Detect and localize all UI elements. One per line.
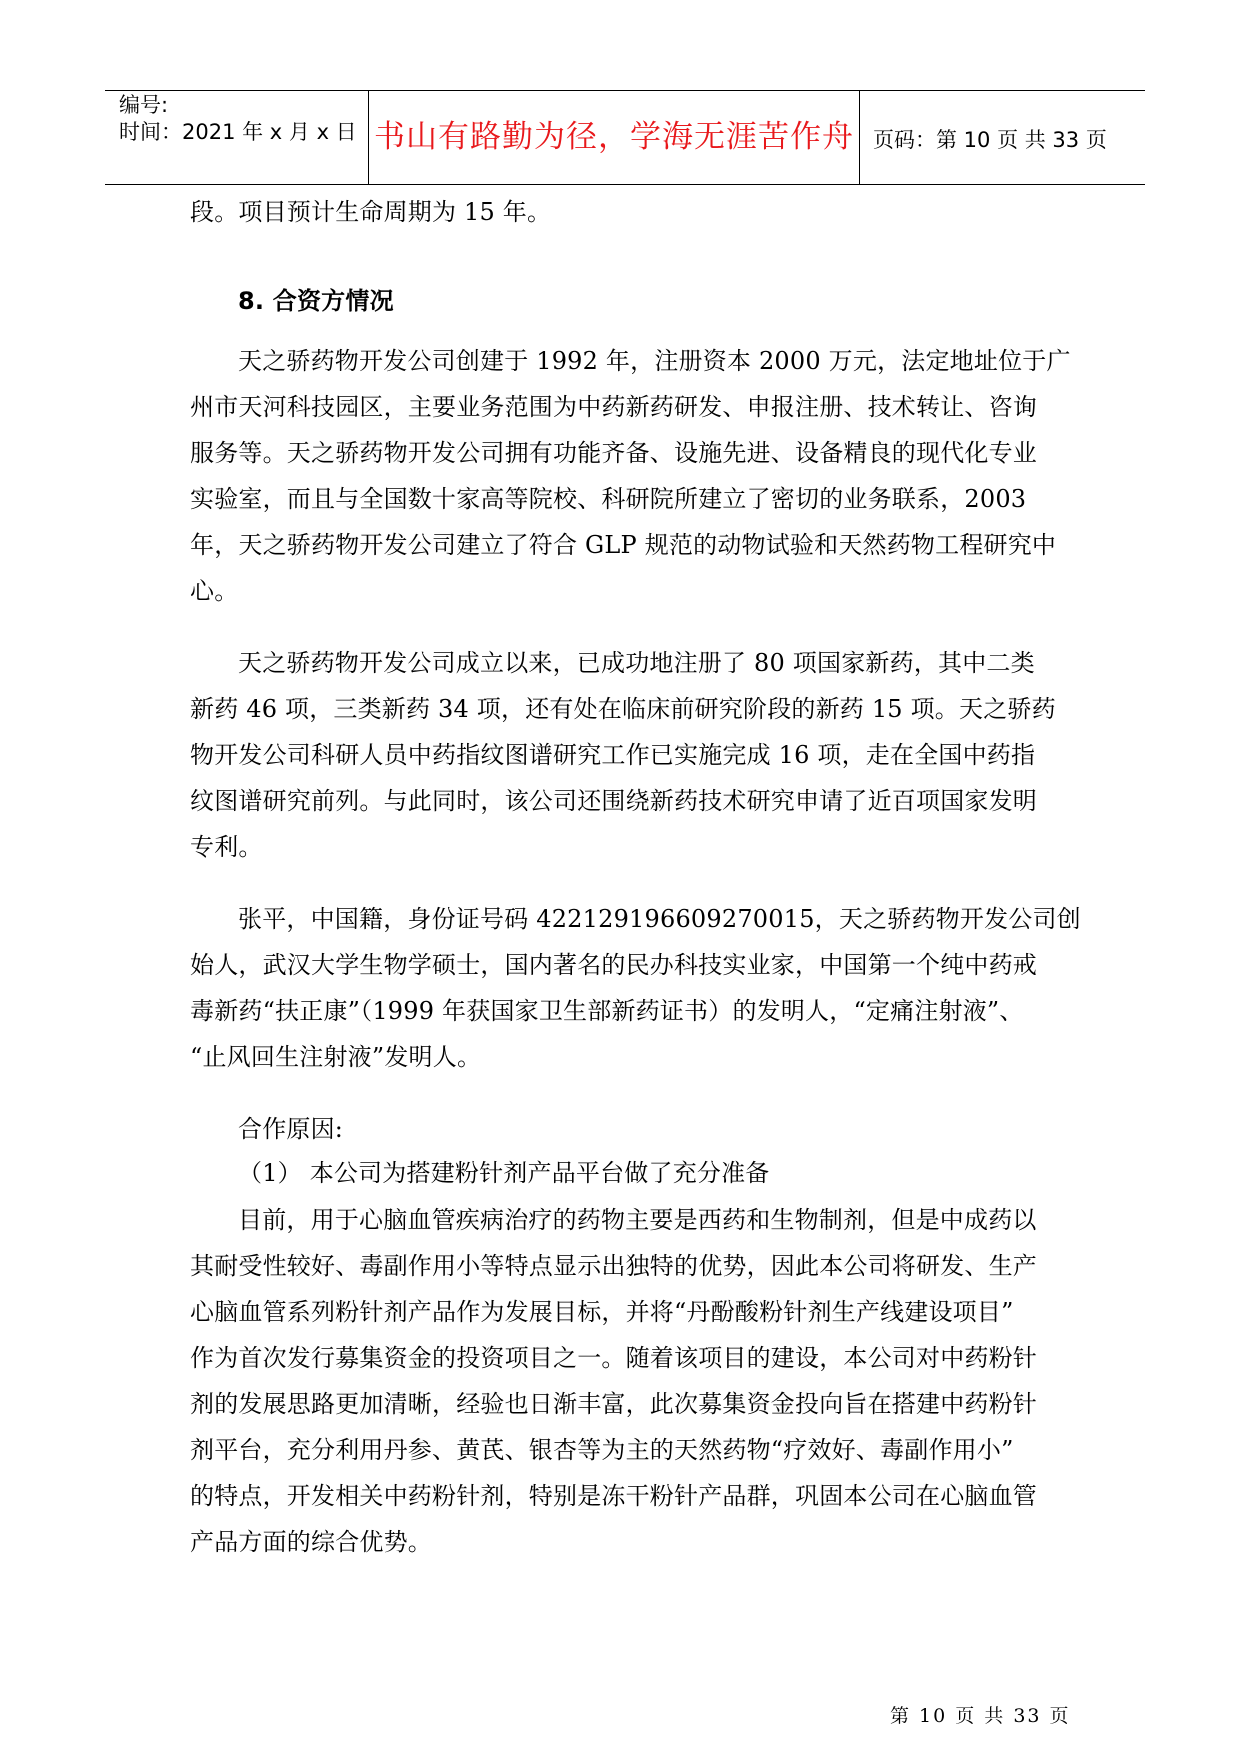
- list-item-heading: （1） 本公司为搭建粉针剂产品平台做了充分准备: [238, 1159, 770, 1187]
- header-meta-cell: [105, 91, 368, 184]
- text-line: 心脑血管系列粉针剂产品作为发展目标，并将“丹酚酸粉针剂生产线建设项目”: [190, 1298, 1014, 1326]
- text-line: 产品方面的综合优势。: [190, 1528, 432, 1556]
- header-motto: 书山有路勤为径，学海无涯苦作舟: [374, 119, 854, 155]
- text-line: 天之骄药物开发公司成立以来，已成功地注册了 80 项国家新药，其中二类: [238, 649, 1035, 677]
- page-header: [105, 90, 1145, 185]
- text-line: 州市天河科技园区，主要业务范围为中药新药研发、申报注册、技术转让、咨询: [190, 393, 1037, 421]
- text-line: 物开发公司科研人员中药指纹图谱研究工作已实施完成 16 项，走在全国中药指: [190, 741, 1036, 769]
- text-line: 毒新药“扶正康”（1999 年获国家卫生部新药证书）的发明人，“定痛注射液”、: [190, 997, 1024, 1025]
- text-line: “止风回生注射液”发明人。: [190, 1043, 482, 1071]
- text-line: 其耐受性较好、毒副作用小等特点显示出独特的优势，因此本公司将研发、生产: [190, 1252, 1037, 1280]
- header-page-cell: [859, 91, 1145, 184]
- text-line: 的特点，开发相关中药粉针剂，特别是冻干粉针产品群，巩固本公司在心脑血管: [190, 1482, 1037, 1510]
- text-line: 年，天之骄药物开发公司建立了符合 GLP 规范的动物试验和天然药物工程研究中: [190, 531, 1057, 559]
- text-line: 段。项目预计生命周期为 15 年。: [190, 198, 552, 226]
- text-line: 专利。: [190, 833, 263, 861]
- page-footer: 第 10 页 共 33 页: [890, 1705, 1071, 1727]
- text-line: 目前，用于心脑血管疾病治疗的药物主要是西药和生物制剂，但是中成药以: [238, 1206, 1037, 1234]
- text-line: 张平，中国籍，身份证号码 422129196609270015，天之骄药物开发公司创: [238, 905, 1081, 933]
- document-number-label: 编号:: [119, 93, 169, 117]
- text-line: 纹图谱研究前列。与此同时，该公司还围绕新药技术研究申请了近百项国家发明: [190, 787, 1037, 815]
- text-line: 新药 46 项，三类新药 34 项，还有处在临床前研究阶段的新药 15 项。天之骄药: [190, 695, 1056, 723]
- text-line: 心。: [190, 577, 239, 605]
- header-page-info: 页码：第 10 页 共 33 页: [873, 128, 1107, 152]
- text-line: 作为首次发行募集资金的投资项目之一。随着该项目的建设，本公司对中药粉针: [190, 1344, 1037, 1372]
- document-time-label: 时间：2021 年 x 月 x 日: [119, 120, 357, 144]
- text-line: 剂平台，充分利用丹参、黄芪、银杏等为主的天然药物“疗效好、毒副作用小”: [190, 1436, 1014, 1464]
- text-line: 始人，武汉大学生物学硕士，国内著名的民办科技实业家，中国第一个纯中药戒: [190, 951, 1037, 979]
- text-line: 实验室，而且与全国数十家高等院校、科研院所建立了密切的业务联系，2003: [190, 485, 1027, 513]
- text-line: 天之骄药物开发公司创建于 1992 年，注册资本 2000 万元，法定地址位于广: [238, 347, 1071, 375]
- text-line: 合作原因:: [238, 1115, 344, 1143]
- text-line: 剂的发展思路更加清晰，经验也日渐丰富，此次募集资金投向旨在搭建中药粉针: [190, 1390, 1037, 1418]
- header-motto-cell: [368, 91, 860, 184]
- text-line: 服务等。天之骄药物开发公司拥有功能齐备、设施先进、设备精良的现代化专业: [190, 439, 1037, 467]
- section-heading: 8. 合资方情况: [238, 287, 394, 315]
